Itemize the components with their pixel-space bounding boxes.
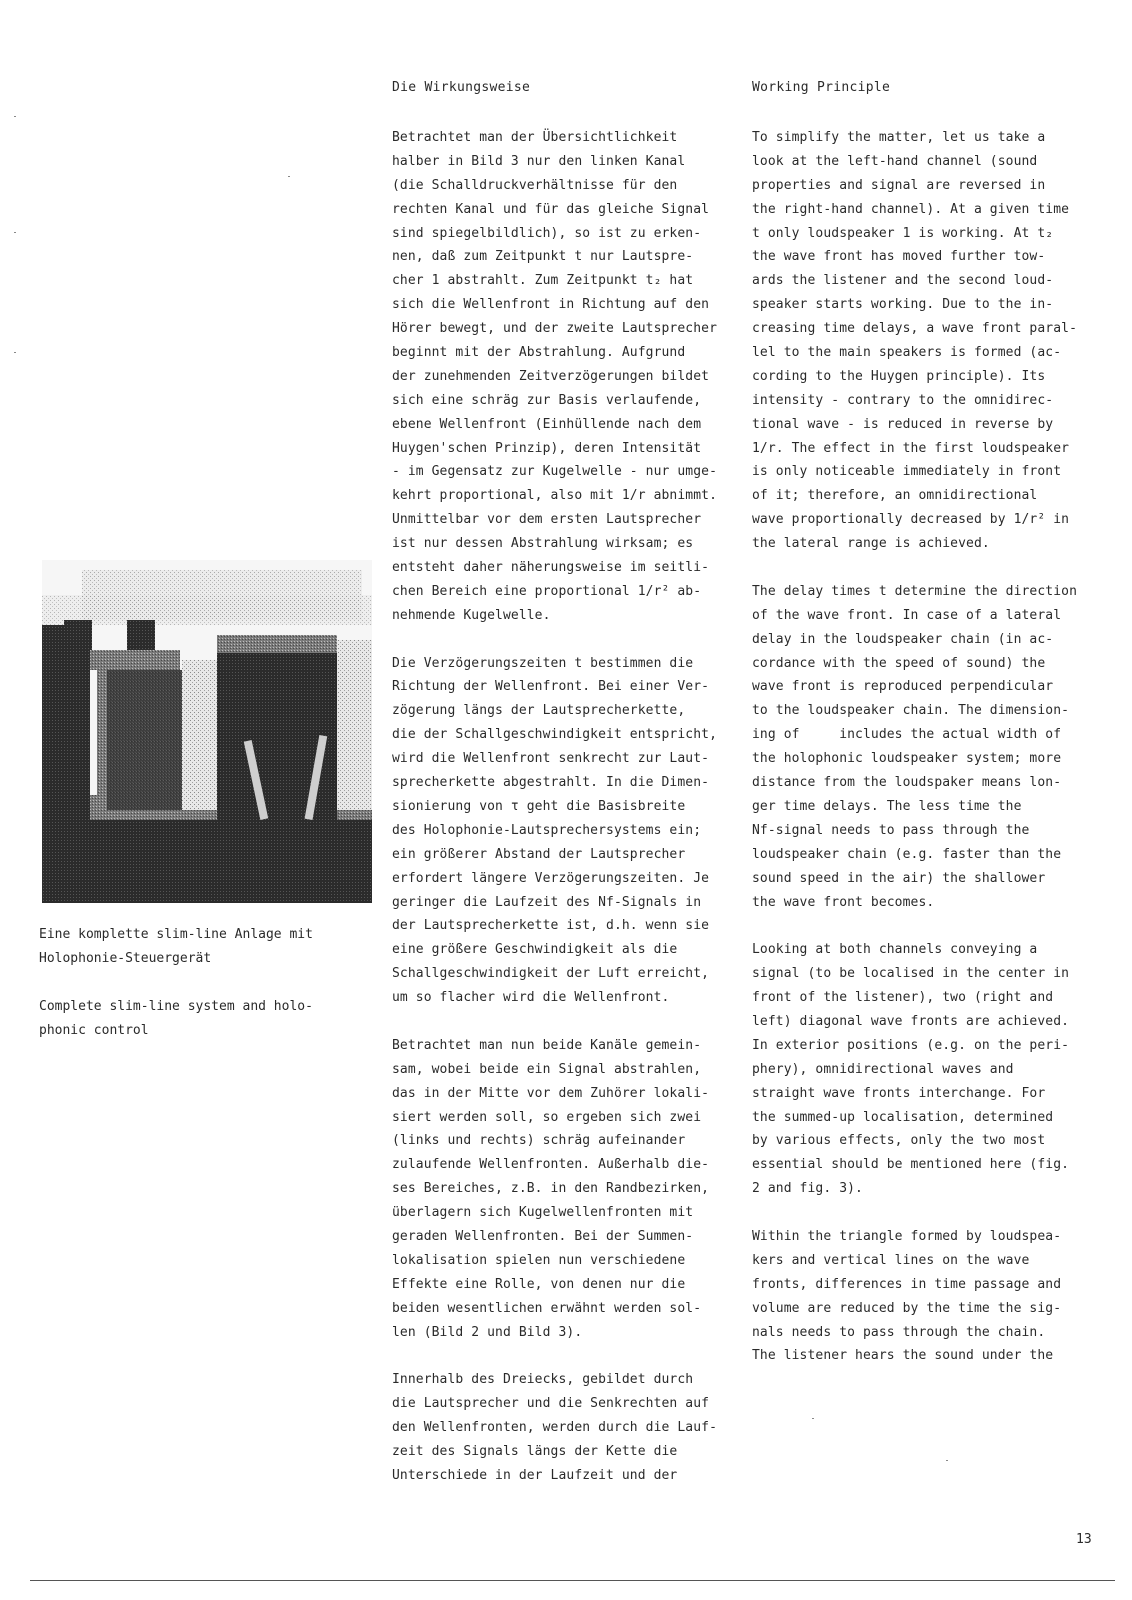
text-line: Betrachtet man der Übersichtlichkeit xyxy=(392,130,678,145)
footer-rule xyxy=(30,1580,1115,1581)
text-line: ards the listener and the second loud- xyxy=(752,273,1054,289)
text-line: Unterschiede in der Laufzeit und der xyxy=(392,1467,678,1483)
text-line: signal (to be localised in the center in xyxy=(752,966,1070,982)
text-line: beiden wesentlichen erwähnt werden sol- xyxy=(392,1300,702,1316)
photo-captions xyxy=(39,923,369,1043)
text-line: beginnt mit der Abstrahlung. Aufgrund xyxy=(392,345,686,361)
paragraph-gap xyxy=(392,1010,732,1034)
text-line: of the wave front. In case of a lateral xyxy=(752,607,1062,623)
text-line: cordance with the speed of sound) the xyxy=(752,655,1046,671)
paragraph-gap xyxy=(752,1201,1092,1225)
text-line: lel to the main speakers is formed (ac- xyxy=(752,345,1062,361)
text-line: the wave front becomes. xyxy=(752,894,935,910)
text-line: left) diagonal wave fronts are achieved. xyxy=(752,1013,1070,1029)
text-line: speaker starts working. Due to the in- xyxy=(752,297,1054,313)
text-line: is only noticeable immediately in front xyxy=(752,464,1062,480)
text-line: the right-hand channel). At a given time xyxy=(752,201,1070,217)
scan-speck xyxy=(946,1460,948,1461)
text-line: properties and signal are reversed in xyxy=(752,177,1046,193)
text-line: len (Bild 2 und Bild 3). xyxy=(392,1324,583,1340)
text-line: Schallgeschwindigkeit der Luft erreicht, xyxy=(392,966,710,982)
text-line: wave front is reproduced perpendicular xyxy=(752,679,1054,695)
text-line: Die Verzögerungszeiten t bestimmen die xyxy=(392,655,694,671)
caption-line: Holophonie-Steuergerät xyxy=(39,951,212,966)
text-line: lokalisation spielen nun verschiedene xyxy=(392,1252,686,1268)
text-line: sound speed in the air) the shallower xyxy=(752,870,1046,886)
caption-german xyxy=(39,923,369,971)
paragraph-gap xyxy=(392,1344,732,1368)
paragraph-gap xyxy=(392,628,732,652)
text-line: delay in the loudspeaker chain (in ac- xyxy=(752,631,1054,647)
text-line: kers and vertical lines on the wave xyxy=(752,1252,1030,1268)
text-line: to the loudspeaker chain. The dimension- xyxy=(752,703,1070,719)
text-line: Effekte eine Rolle, von denen nur die xyxy=(392,1276,686,1292)
text-line: die der Schallgeschwindigkeit entspricht, xyxy=(392,727,717,743)
text-line: In exterior positions (e.g. on the peri- xyxy=(752,1037,1070,1053)
caption-english xyxy=(39,995,369,1043)
text-line: Nf-signal needs to pass through the xyxy=(752,822,1030,838)
text-line: das in der Mitte vor dem Zuhörer lokali- xyxy=(392,1085,710,1101)
heading-german: Die Wirkungsweise xyxy=(392,80,531,95)
text-line: ein größerer Abstand der Lautsprecher xyxy=(392,846,686,862)
text-line: Within the triangle formed by loudspea- xyxy=(752,1228,1062,1244)
text-line: Innerhalb des Dreiecks, gebildet durch xyxy=(392,1372,694,1388)
text-line: The listener hears the sound under the xyxy=(752,1348,1054,1364)
text-line: Betrachtet man nun beide Kanäle gemein- xyxy=(392,1037,702,1053)
text-line: t only loudspeaker 1 is working. At t₂ xyxy=(752,225,1054,241)
text-line: 2 and fig. 3). xyxy=(752,1181,863,1197)
scan-speck xyxy=(14,116,16,117)
caption-line: Complete slim-line system and holo- xyxy=(39,999,313,1014)
text-line: kehrt proportional, also mit 1/r abnimmt. xyxy=(392,488,717,504)
caption-line: phonic control xyxy=(39,1023,149,1038)
heading-english: Working Principle xyxy=(752,80,891,95)
text-line: The delay times t determine the direction xyxy=(752,583,1077,599)
text-line: der zunehmenden Zeitverzögerungen bildet xyxy=(392,368,710,384)
text-line: zulaufende Wellenfronten. Außerhalb die- xyxy=(392,1157,710,1173)
paragraph-gap xyxy=(752,914,1092,938)
text-line: the wave front has moved further tow- xyxy=(752,249,1046,265)
text-line: den Wellenfronten, werden durch die Lauf- xyxy=(392,1420,717,1436)
text-line: halber in Bild 3 nur den linken Kanal xyxy=(392,153,686,169)
text-line: nen, daß zum Zeitpunkt t nur Lautspre- xyxy=(392,249,694,265)
text-line: (links und rechts) schräg aufeinander xyxy=(392,1133,686,1149)
text-line: sprecherkette abgestrahlt. In die Dimen- xyxy=(392,775,710,791)
scan-speck xyxy=(288,176,290,177)
text-line: (die Schalldruckverhältnisse für den xyxy=(392,177,678,193)
text-line: Hörer bewegt, und der zweite Lautsprecher xyxy=(392,321,717,337)
text-line: tional wave - is reduced in reverse by xyxy=(752,416,1054,432)
text-line: eine größere Geschwindigkeit als die xyxy=(392,942,678,958)
page-number: 13 xyxy=(1076,1532,1092,1547)
text-line: the lateral range is achieved. xyxy=(752,536,990,552)
text-line: distance from the loudspaker means lon- xyxy=(752,775,1062,791)
text-line: zögerung längs der Lautsprecherkette, xyxy=(392,703,686,719)
text-line: volume are reduced by the time the sig- xyxy=(752,1300,1062,1316)
english-text-column xyxy=(752,126,1092,1368)
text-line: ses Bereiches, z.B. in den Randbezirken, xyxy=(392,1181,710,1197)
text-line: phery), omnidirectional waves and xyxy=(752,1061,1014,1077)
text-line: essential should be mentioned here (fig. xyxy=(752,1157,1070,1173)
text-line: ger time delays. The less time the xyxy=(752,798,1022,814)
text-line: To simplify the matter, let us take a xyxy=(752,130,1046,145)
text-line: ist nur dessen Abstrahlung wirksam; es xyxy=(392,536,694,552)
text-line: sich die Wellenfront in Richtung auf den xyxy=(392,297,710,313)
text-line: 1/r. The effect in the first loudspeaker xyxy=(752,440,1070,456)
text-line: by various effects, only the two most xyxy=(752,1133,1046,1149)
text-line: überlagern sich Kugelwellenfronten mit xyxy=(392,1205,694,1221)
text-line: sind spiegelbildlich), so ist zu erken- xyxy=(392,225,702,241)
text-line: look at the left-hand channel (sound xyxy=(752,153,1038,169)
text-line: nals needs to pass through the chain. xyxy=(752,1324,1046,1340)
text-line: loudspeaker chain (e.g. faster than the xyxy=(752,846,1062,862)
text-line: um so flacher wird die Wellenfront. xyxy=(392,990,670,1006)
text-line: Richtung der Wellenfront. Bei einer Ver- xyxy=(392,679,710,695)
text-line: front of the listener), two (right and xyxy=(752,990,1054,1006)
text-line: straight wave fronts interchange. For xyxy=(752,1085,1046,1101)
text-line: the summed-up localisation, determined xyxy=(752,1109,1054,1125)
text-line: wave proportionally decreased by 1/r² in xyxy=(752,512,1070,528)
text-line: geringer die Laufzeit des Nf-Signals in xyxy=(392,894,702,910)
text-line: nehmende Kugelwelle. xyxy=(392,607,551,623)
text-line: creasing time delays, a wave front paral- xyxy=(752,321,1077,337)
text-line: siert werden soll, so ergeben sich zwei xyxy=(392,1109,702,1125)
text-line: sam, wobei beide ein Signal abstrahlen, xyxy=(392,1061,702,1077)
text-line: der Lautsprecherkette ist, d.h. wenn sie xyxy=(392,918,710,934)
text-line: cher 1 abstrahlt. Zum Zeitpunkt t₂ hat xyxy=(392,273,694,289)
text-line: zeit des Signals längs der Kette die xyxy=(392,1443,678,1459)
text-line: fronts, differences in time passage and xyxy=(752,1276,1062,1292)
text-line: ebene Wellenfront (Einhüllende nach dem xyxy=(392,416,702,432)
slim-line-system-image xyxy=(42,560,372,903)
paragraph-gap xyxy=(752,556,1092,580)
scan-speck xyxy=(812,1418,814,1419)
text-line: chen Bereich eine proportional 1/r² ab- xyxy=(392,583,702,599)
german-text-column xyxy=(392,126,732,1488)
scan-speck xyxy=(14,352,16,353)
text-line: sionierung von τ geht die Basisbreite xyxy=(392,798,686,814)
text-line: sich eine schräg zur Basis verlaufende, xyxy=(392,392,702,408)
text-line: the holophonic loudspeaker system; more xyxy=(752,751,1062,767)
text-line: entsteht daher näherungsweise im seitli- xyxy=(392,560,710,576)
text-line: wird die Wellenfront senkrecht zur Laut- xyxy=(392,751,710,767)
text-line: des Holophonie-Lautsprechersystems ein; xyxy=(392,822,702,838)
text-line: of it; therefore, an omnidirectional xyxy=(752,488,1038,504)
text-line: cording to the Huygen principle). Its xyxy=(752,368,1046,384)
text-line: Huygen'schen Prinzip), deren Intensität xyxy=(392,440,702,456)
product-photo xyxy=(42,560,372,903)
text-line: intensity - contrary to the omnidirec- xyxy=(752,392,1054,408)
text-line: rechten Kanal und für das gleiche Signal xyxy=(392,201,710,217)
scan-speck xyxy=(14,232,16,233)
text-line: Unmittelbar vor dem ersten Lautsprecher xyxy=(392,512,702,528)
text-line: - im Gegensatz zur Kugelwelle - nur umge- xyxy=(392,464,717,480)
text-line: geraden Wellenfronten. Bei der Summen- xyxy=(392,1228,694,1244)
caption-line: Eine komplette slim-line Anlage mit xyxy=(39,927,313,942)
text-line: ing of includes the actual width of xyxy=(752,727,1062,743)
text-line: Looking at both channels conveying a xyxy=(752,942,1038,958)
text-line: erfordert längere Verzögerungszeiten. Je xyxy=(392,870,710,886)
text-line: die Lautsprecher und die Senkrechten auf xyxy=(392,1396,710,1412)
